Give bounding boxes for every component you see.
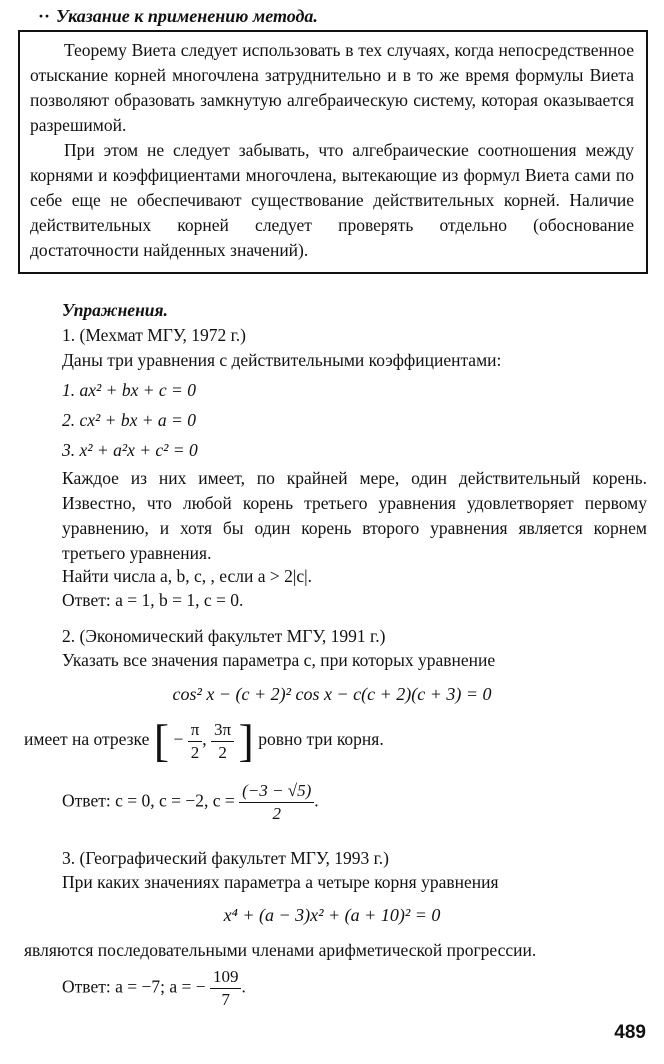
ex2-task: Указать все значения параметра c, при которых уравнение [62,650,496,670]
comma: , [202,729,207,750]
hint-box [18,30,648,274]
ex3-source: 3. (Географический факультет МГУ, 1993 г.) [62,848,389,868]
ex2-answer-num: (−3 − √5) [239,780,314,803]
ex1-source: 1. (Мехмат МГУ, 1972 г.) [62,325,246,345]
interval-right-fraction [211,719,234,764]
ex3-text: являются последовательными членами арифметической прогрессии. [24,940,537,960]
ex1-text: Каждое из них имеет, по крайней мере, один действительный корень. Известно, что любой корень третьего уравнения удовлетворяет первому уравнению, и хотя бы один корень второго уравнения является корнем третьего уравнения. [62,468,647,563]
ex1-answer: Ответ: a = 1, b = 1, c = 0. [62,590,244,610]
hint-paragraph-2: При этом не следует забывать, что алгебраические соотношения между корнями и коэффициентами многочлена, вытекающие из формул Виета сами по себе еще не обеспечивают существование действительных корней. Наличие действительных корней следует проверять отдельно (обоснование достаточности найденных значений). [30,140,634,260]
interval-right-num: 3π [211,719,234,742]
ex2-answer-den: 2 [272,804,281,823]
ex3-answer-fraction [210,966,242,1011]
ex2-answer-prefix: Ответ: c = 0, c = −2, c = [62,790,235,811]
interval-left-num: π [188,719,203,742]
ex2-answer [62,780,319,825]
ex3-task: При каких значениях параметра a четыре корня уравнения [62,872,499,892]
ex1-intro: Даны три уравнения с действительными коэффициентами: [62,350,502,370]
ex2-source: 2. (Экономический факультет МГУ, 1991 г.) [62,626,386,646]
minus-sign: − [173,729,184,750]
hint-heading [38,6,318,27]
ex1-equation-1: 1. ax² + bx + c = 0 [62,380,196,400]
ex3-equation: x⁴ + (a − 3)x² + (a + 10)² = 0 [223,905,441,925]
ex2-equation: cos² x − (c + 2)² cos x − c(c + 2)(c + 3) = 0 [172,684,492,704]
ex1-task: Найти числа a, b, c, , если a > 2|c|. [62,566,312,586]
ex1-equation-2: 2. cx² + bx + a = 0 [62,410,196,430]
heading-bullet: ·· [38,6,51,26]
interval-left-den: 2 [190,742,200,762]
ex1-equation-3: 3. x² + a²x + c² = 0 [62,440,198,460]
ex2-interval-text-after: ровно три корня. [258,729,384,750]
page-number: 489 [614,1022,646,1043]
interval-left-fraction [188,719,203,764]
period: . [241,976,246,997]
period: . [314,790,319,811]
ex3-answer [62,966,246,1011]
interval-right-den: 2 [218,742,227,762]
ex2-interval-text-before: имеет на отрезке [24,729,150,750]
hint-title: Указание к применению метода. [56,6,318,26]
ex3-answer-den: 7 [221,990,230,1009]
hint-paragraph-1: Теорему Виета следует использовать в тех случаях, когда непосредственное отыскание корней многочлена затруднительно и в то же время формулы Виета позволяют образовать замкнутую алгебраическую систему, которая оказывается разрешимой. [30,40,634,135]
ex2-interval-line [24,715,384,766]
ex2-answer-fraction [239,780,314,825]
ex3-answer-num: 109 [210,966,242,989]
left-bracket: [ [153,715,170,766]
ex3-answer-prefix: Ответ: a = −7; a = − [62,976,206,997]
exercises-title: Упражнения. [62,300,168,320]
right-bracket: ] [238,715,254,766]
